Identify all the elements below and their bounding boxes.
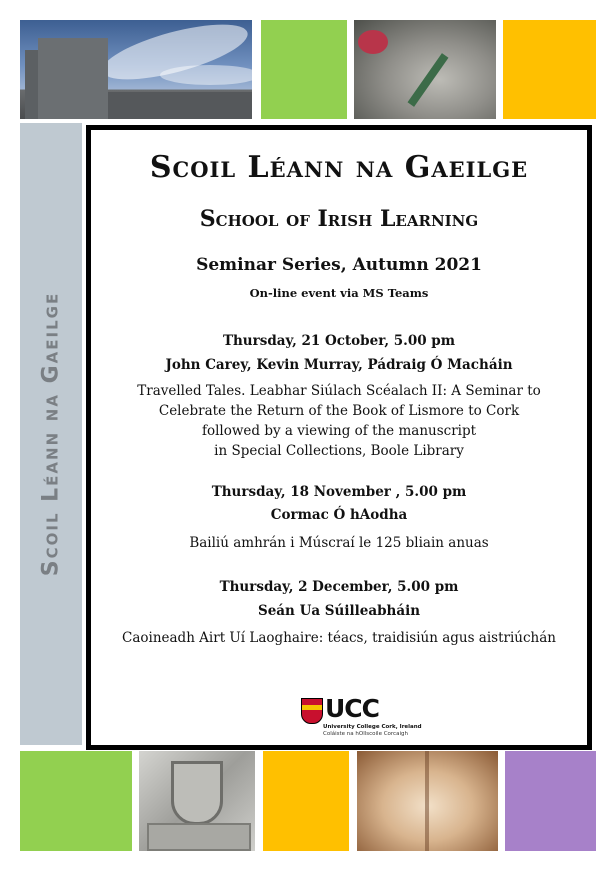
purple-color-block	[505, 751, 596, 851]
event-1-title-line: Travelled Tales. Leabhar Siúlach Scéalach II: A Seminar to	[137, 383, 541, 399]
event-format: On-line event via MS Teams	[249, 286, 429, 300]
yellow-color-block	[503, 20, 596, 119]
page-subtitle: School of Irish Learning	[199, 206, 479, 232]
ucc-crest-icon	[301, 698, 323, 724]
seminar-poster-panel	[86, 125, 592, 750]
ucc-wordmark: UCC	[325, 694, 379, 723]
event-2-title: Bailiú amhrán i Múscraí le 125 bliain anuas	[189, 535, 489, 551]
yellow-color-block	[263, 751, 349, 851]
side-banner	[20, 123, 82, 745]
page-title: Scoil Léann na Gaeilge	[149, 150, 529, 185]
stone-carving-photo	[139, 751, 255, 851]
event-1-speakers: John Carey, Kevin Murray, Pádraig Ó Macháin	[165, 357, 513, 373]
sundial-photo	[354, 20, 496, 119]
event-2-speakers: Cormac Ó hAodha	[270, 507, 408, 523]
ucc-english-name: University College Cork, Ireland	[323, 724, 422, 730]
castle-photo	[20, 20, 252, 119]
open-book-photo	[357, 751, 498, 851]
series-heading: Seminar Series, Autumn 2021	[196, 255, 482, 275]
event-1-title-line: in Special Collections, Boole Library	[214, 443, 464, 459]
event-3-date: Thursday, 2 December, 5.00 pm	[219, 579, 459, 595]
event-1-title-line: followed by a viewing of the manuscript	[201, 423, 477, 439]
event-1-date: Thursday, 21 October, 5.00 pm	[222, 333, 456, 349]
green-color-block	[261, 20, 347, 119]
event-1-title-line: Celebrate the Return of the Book of Lismore to Cork	[158, 403, 520, 419]
side-banner-text: Scoil Léann na Gaeilge	[38, 291, 64, 577]
green-color-block	[20, 751, 132, 851]
event-2-date: Thursday, 18 November , 5.00 pm	[211, 484, 467, 500]
event-1-title	[91, 381, 587, 461]
event-3-title: Caoineadh Airt Uí Laoghaire: téacs, traidisiún agus aistriúchán	[122, 630, 556, 646]
ucc-irish-name: Coláiste na hOllscoile Corcaigh	[323, 731, 408, 737]
event-3-speakers: Seán Ua Súilleabháin	[257, 603, 421, 619]
ucc-logo	[301, 694, 422, 740]
